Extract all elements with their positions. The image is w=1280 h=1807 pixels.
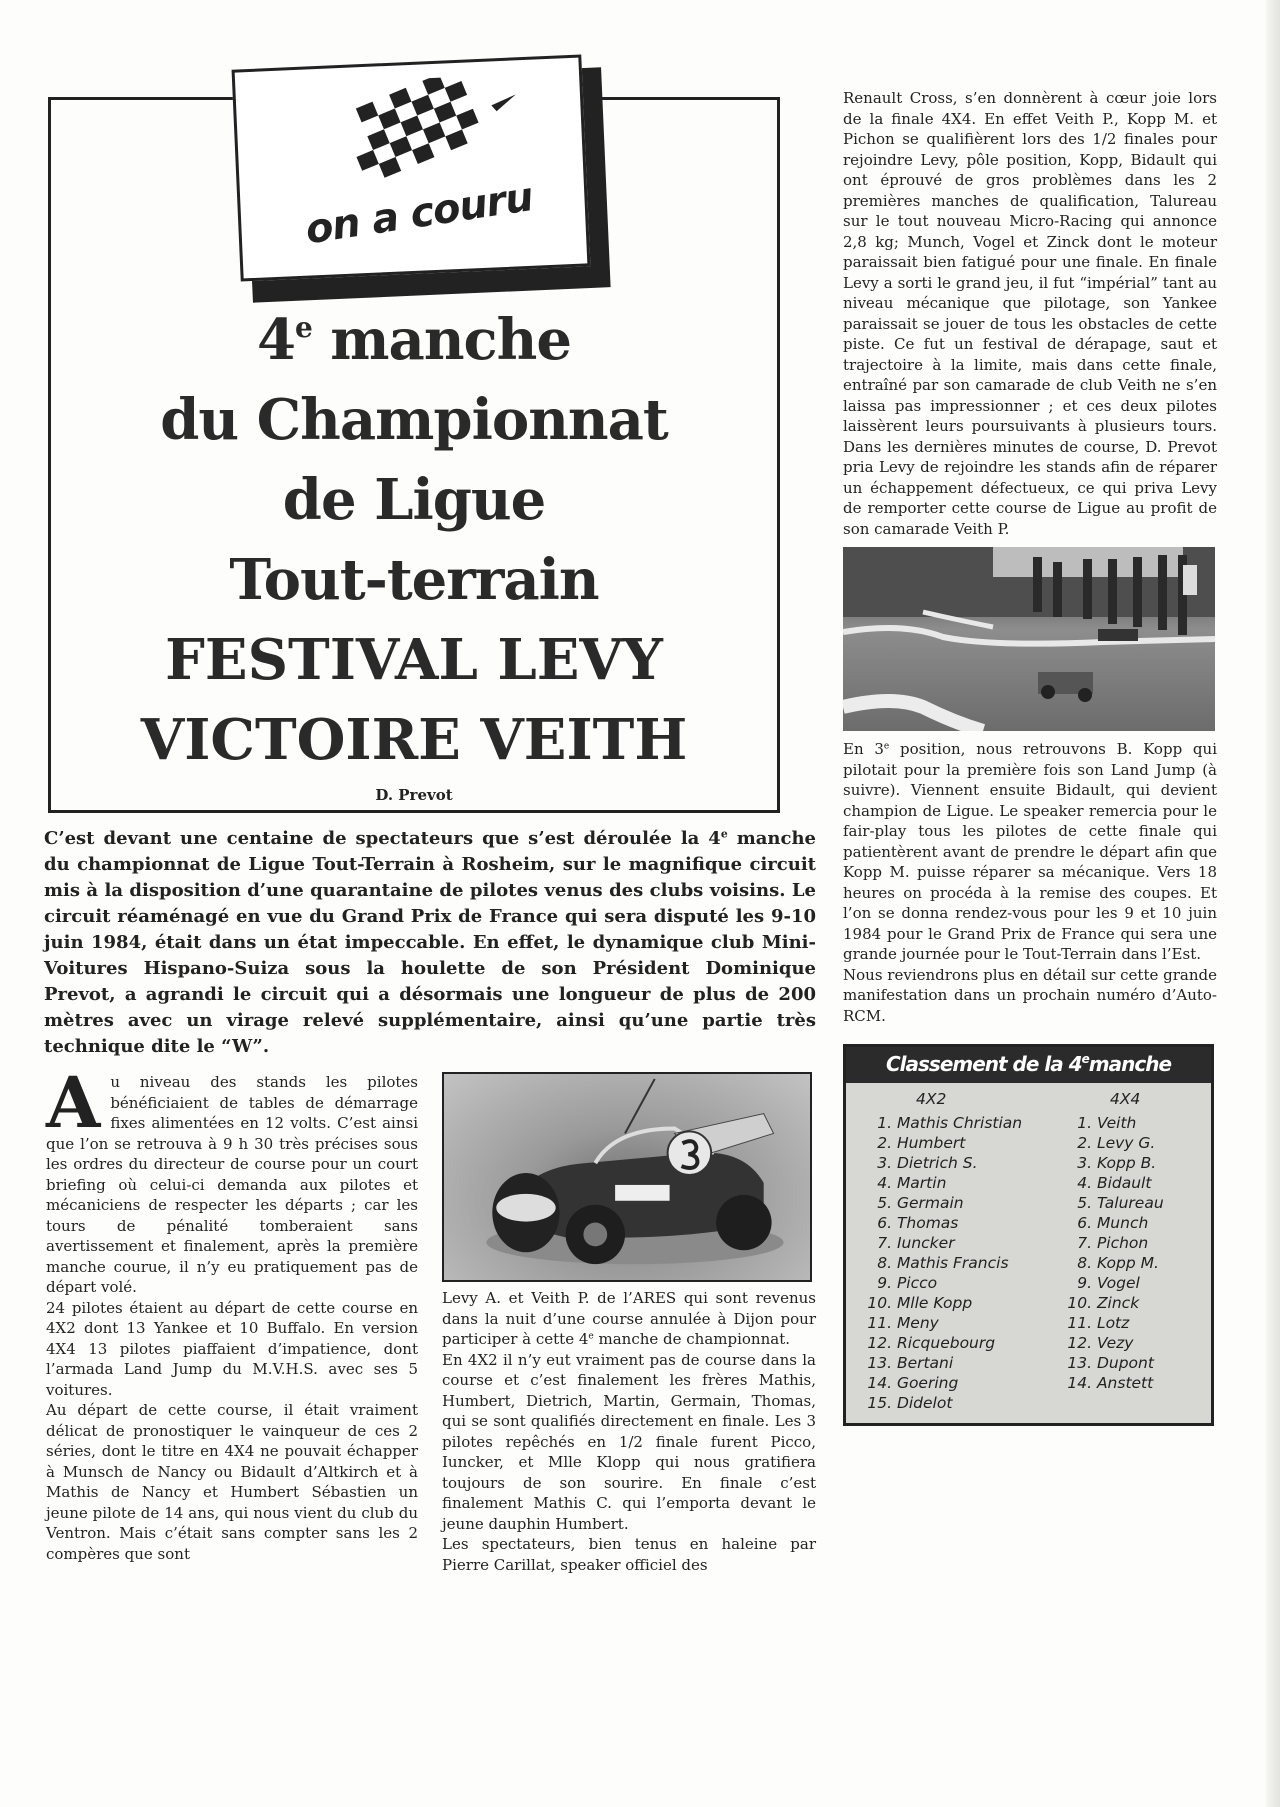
ranking-entry bbox=[860, 1353, 1060, 1373]
headline-line-2: du Championnat bbox=[160, 387, 668, 453]
ranking-position: 12. bbox=[1067, 1333, 1092, 1352]
headline-line-4: Tout-terrain bbox=[229, 547, 599, 613]
ranking-position: 2. bbox=[877, 1133, 892, 1152]
rc-buggy-illustration bbox=[444, 1074, 810, 1280]
column-a-paragraph-2: 24 pilotes étaient au départ de cette course en 4X2 dont 13 Yankee et 10 Buffalo. En version 4X4 13 pilotes piaffaient d’impatience, dont l’armada Land Jump du M.V.H.S. avec ses 5 voitures. bbox=[46, 1298, 418, 1399]
ranking-driver-name: Dupont bbox=[1096, 1353, 1154, 1372]
ranking-entry bbox=[860, 1233, 1060, 1253]
ranking-driver-name: Anstett bbox=[1096, 1373, 1154, 1392]
ranking-driver-name: Germain bbox=[896, 1193, 964, 1212]
ranking-driver-name: Ricquebourg bbox=[896, 1333, 996, 1352]
ranking-position: 2. bbox=[1077, 1133, 1092, 1152]
ranking-position: 12. bbox=[867, 1333, 892, 1352]
race-track-illustration bbox=[843, 547, 1215, 731]
ranking-entry bbox=[1060, 1353, 1208, 1373]
ranking-entry bbox=[860, 1373, 1060, 1393]
ranking-driver-name: Talureau bbox=[1096, 1193, 1164, 1212]
ranking-driver-name: Pichon bbox=[1096, 1233, 1149, 1252]
ranking-entry bbox=[1060, 1153, 1208, 1173]
ranking-4x2-title: 4X2 bbox=[916, 1089, 947, 1108]
left-area bbox=[44, 826, 816, 1575]
ranking-entry bbox=[860, 1213, 1060, 1233]
ranking-entry bbox=[860, 1393, 1060, 1413]
ranking-driver-name: Vogel bbox=[1096, 1273, 1140, 1292]
ranking-position: 10. bbox=[1067, 1293, 1092, 1312]
ranking-4x2 bbox=[846, 1089, 1060, 1413]
page-edge bbox=[1266, 0, 1280, 1807]
ranking-position: 4. bbox=[1077, 1173, 1092, 1192]
headline bbox=[52, 300, 776, 780]
ranking-entry bbox=[860, 1133, 1060, 1153]
ranking-driver-name: Meny bbox=[896, 1313, 939, 1332]
ranking-entry bbox=[1060, 1113, 1208, 1133]
ranking-driver-name: Thomas bbox=[896, 1213, 959, 1232]
ranking-entry bbox=[1060, 1233, 1208, 1253]
ranking-driver-name: Dietrich S. bbox=[896, 1153, 978, 1172]
ranking-entry bbox=[1060, 1273, 1208, 1293]
column-c-paragraph-3: Nous reviendrons plus en détail sur cette grande manifestation dans un prochain numéro d’Auto-RCM. bbox=[843, 965, 1217, 1025]
ranking-entry bbox=[860, 1193, 1060, 1213]
column-b-paragraph-2: Les spectateurs, bien tenus en haleine par Pierre Carillat, speaker officiel des bbox=[442, 1535, 816, 1574]
ranking-entry bbox=[1060, 1173, 1208, 1193]
ranking-driver-name: Humbert bbox=[896, 1133, 966, 1152]
ranking-entry bbox=[1060, 1293, 1208, 1313]
ranking-entry bbox=[1060, 1333, 1208, 1353]
column-a bbox=[44, 1061, 418, 1564]
ranking-entry bbox=[1060, 1193, 1208, 1213]
ranking-entry bbox=[860, 1333, 1060, 1353]
ranking-driver-name: Martin bbox=[896, 1173, 947, 1192]
column-c-paragraph-2: En 3e position, nous retrouvons B. Kopp qui pilotait pour la première fois son Land Jump (à suivre). Viennent ensuite Bidault, qui devient champion de Ligue. Le speaker remercia pour le fair-play tous les pilotes de cette finale qui patientèrent avant de prendre le départ afin que Kopp M. puisse réparer sa mécanique. Vers 18 heures on procéda à la remise des coupes. Et l’on se donna rendez-vous pour les 9 et 10 juin 1984 pour le Grand Prix de France qui sera une grande journée pour le Tout-Terrain dans l’Est. bbox=[843, 740, 1217, 963]
ranking-position: 13. bbox=[1067, 1353, 1092, 1372]
logo-card bbox=[232, 54, 591, 281]
ranking-position: 6. bbox=[877, 1213, 892, 1232]
ranking-driver-name: Mathis Christian bbox=[896, 1113, 1023, 1132]
ranking-position: 8. bbox=[1077, 1253, 1092, 1272]
ranking-driver-name: Mathis Francis bbox=[896, 1253, 1009, 1272]
column-b-paragraph-1: En 4X2 il n’y eut vraiment pas de course dans la course et c’est finalement les frères Mathis, Humbert, Dietrich, Martin, Germain, Thomas, qui se sont qualifiés directement en finale. Les 3 pilotes repêchés en 1/2 finale furent Picco, Iuncker, et Mlle Klopp qui nous gratifiera toujours de son sourire. En finale c’est finalement Mathis C. qui l’emporta devant le jeune dauphin Humbert. bbox=[442, 1350, 816, 1533]
ranking-position: 14. bbox=[1067, 1373, 1092, 1392]
drop-cap: A bbox=[46, 1061, 101, 1144]
ranking-position: 11. bbox=[1067, 1313, 1092, 1332]
ranking-position: 13. bbox=[867, 1353, 892, 1372]
ranking-entry bbox=[860, 1173, 1060, 1193]
ranking-driver-name: Iuncker bbox=[896, 1233, 955, 1252]
ranking-driver-name: Bertani bbox=[896, 1353, 954, 1372]
ranking-entry bbox=[1060, 1253, 1208, 1273]
ranking-entry bbox=[860, 1253, 1060, 1273]
ranking-driver-name: Vezy bbox=[1096, 1333, 1134, 1352]
ranking-position: 10. bbox=[867, 1293, 892, 1312]
rc-buggy-photo bbox=[442, 1072, 812, 1282]
ranking-entry bbox=[1060, 1133, 1208, 1153]
ranking-position: 1. bbox=[877, 1113, 892, 1132]
ranking-columns bbox=[846, 1083, 1211, 1413]
ranking-position: 8. bbox=[877, 1253, 892, 1272]
ranking-driver-name: Zinck bbox=[1096, 1293, 1140, 1312]
ranking-position: 3. bbox=[1077, 1153, 1092, 1172]
ranking-4x4-title: 4X4 bbox=[1110, 1089, 1141, 1108]
ranking-entry bbox=[1060, 1313, 1208, 1333]
byline: D. Prevot bbox=[375, 786, 453, 804]
ranking-driver-name: Veith bbox=[1096, 1113, 1137, 1132]
ranking-driver-name: Goering bbox=[896, 1373, 959, 1392]
photo-caption: Levy A. et Veith P. de l’ARES qui sont revenus dans la nuit d’une course annulée à Dijon pour participer à cette 4e manche de championnat. bbox=[442, 1289, 816, 1348]
ranking-entry bbox=[1060, 1373, 1208, 1393]
ranking-position: 5. bbox=[1077, 1193, 1092, 1212]
ranking-position: 3. bbox=[877, 1153, 892, 1172]
logo-text: on a couru bbox=[302, 174, 536, 254]
ranking-entry bbox=[1060, 1213, 1208, 1233]
ranking-position: 7. bbox=[1077, 1233, 1092, 1252]
ranking-position: 7. bbox=[877, 1233, 892, 1252]
ranking-position: 9. bbox=[1077, 1273, 1092, 1292]
headline-line-1: 4e manche bbox=[257, 307, 571, 373]
ranking-entry bbox=[860, 1113, 1060, 1133]
body-columns bbox=[44, 1061, 816, 1575]
ranking-driver-name: Levy G. bbox=[1096, 1133, 1156, 1152]
ranking-entry bbox=[860, 1293, 1060, 1313]
ranking-position: 11. bbox=[867, 1313, 892, 1332]
headline-line-3: de Ligue bbox=[282, 467, 546, 533]
ranking-position: 6. bbox=[1077, 1213, 1092, 1232]
ranking-position: 9. bbox=[877, 1273, 892, 1292]
ranking-4x4 bbox=[1060, 1089, 1208, 1413]
ranking-position: 15. bbox=[867, 1393, 892, 1412]
ranking-driver-name: Lotz bbox=[1096, 1313, 1130, 1332]
ranking-position: 4. bbox=[877, 1173, 892, 1192]
lead-paragraph: C’est devant une centaine de spectateurs que s’est déroulée la 4e manche du championnat de Ligue Tout-Terrain à Rosheim, sur le magnifique circuit mis à la disposition d’une quarantaine de pilotes venus des clubs voisins. Le circuit réaménagé en vue du Grand Prix de France qui sera disputé les 9-10 juin 1984, était dans un état impeccable. En effet, le dynamique club Mini-Voitures Hispano-Suiza sous la houlette de son Président Dominique Prevot, a agrandi le circuit qui a désormais une longueur de plus de 200 mètres avec un virage relevé supplémentaire, ainsi qu’une partie très technique dite le “W”. bbox=[44, 827, 816, 1057]
ranking-entry bbox=[860, 1153, 1060, 1173]
ranking-4x4-list bbox=[1060, 1113, 1208, 1393]
ranking-driver-name: Bidault bbox=[1096, 1173, 1152, 1192]
ranking-title: Classement de la 4emanche bbox=[846, 1047, 1211, 1083]
column-c bbox=[843, 88, 1217, 1426]
ranking-driver-name: Mlle Kopp bbox=[896, 1293, 973, 1312]
ranking-4x2-list bbox=[860, 1113, 1060, 1413]
column-a-paragraph-3: Au départ de cette course, il était vraiment délicat de pronostiquer le vainqueur de ces 2 séries, dont le titre en 4X4 ne pouvait échapper à Munsch de Nancy ou Bidault d’Altkirch et à Mathis de Nancy et Humbert Sébastien un jeune pilote de 14 ans, qui nous vient du club du Ventron. Mais c’était sans compter sans les 2 compères que sont bbox=[46, 1401, 418, 1563]
ranking-position: 5. bbox=[877, 1193, 892, 1212]
headline-line-6: VICTOIRE VEITH bbox=[140, 707, 688, 773]
ranking-entry bbox=[860, 1273, 1060, 1293]
headline-line-5: FESTIVAL LEVY bbox=[165, 627, 663, 693]
column-a-paragraph-1: Au niveau des stands les pilotes bénéficiaient de tables de démarrage fixes alimentées en 12 volts. C’est ainsi que l’on se retrouva à 9 h 30 très précises sous les ordres du directeur de course pour un court briefing où celui-ci demanda aux pilotes et mécaniciens de respecter les départs ; car les tours de pénalité tomberaient sans avertissement et finalement, après la première manche courue, il n’y eu pratiquement pas de départ volé. bbox=[46, 1061, 418, 1296]
ranking-driver-name: Kopp M. bbox=[1096, 1253, 1159, 1272]
race-track-photo bbox=[843, 547, 1215, 731]
ranking-position: 1. bbox=[1077, 1113, 1092, 1132]
ranking-box bbox=[843, 1044, 1214, 1426]
ranking-driver-name: Picco bbox=[896, 1273, 938, 1292]
ranking-position: 14. bbox=[867, 1373, 892, 1392]
ranking-entry bbox=[860, 1313, 1060, 1333]
column-b bbox=[442, 1072, 816, 1575]
ranking-driver-name: Kopp B. bbox=[1096, 1153, 1157, 1172]
ranking-driver-name: Didelot bbox=[896, 1393, 953, 1412]
column-c-paragraph-1: Renault Cross, s’en donnèrent à cœur joie lors de la finale 4X4. En effet Veith P., Kopp M. et Pichon se qualifièrent lors des 1/2 finales pour rejoindre Levy, pôle position, Kopp, Bidault qui ont éprouvé de gros problèmes dans les 2 premières manches de qualification, Talureau sur le tout nouveau Micro-Racing qui annonce 2,8 kg; Munch, Vogel et Zinck dont le moteur paraissait bien fatigué pour une finale. En finale Levy a sorti le grand jeu, il fut “impérial” tant au niveau mécanique que pilotage, son Yankee paraissait se jouer de tous les obstacles de cette piste. Ce fut un festival de dérapage, saut et trajectoire à la limite, mais dans cette finale, entraîné par son camarade de club Veith ne s’en laissa pas impressionner ; et ces deux pilotes laissèrent leurs poursuivants à plusieurs tours. Dans les dernières minutes de course, D. Prevot pria Levy de rejoindre les stands afin de réparer un échappement défectueux, ce qui priva Levy de remporter cette course de Ligue au profit de son camarade Veith P. bbox=[843, 89, 1217, 538]
ranking-driver-name: Munch bbox=[1096, 1213, 1149, 1232]
